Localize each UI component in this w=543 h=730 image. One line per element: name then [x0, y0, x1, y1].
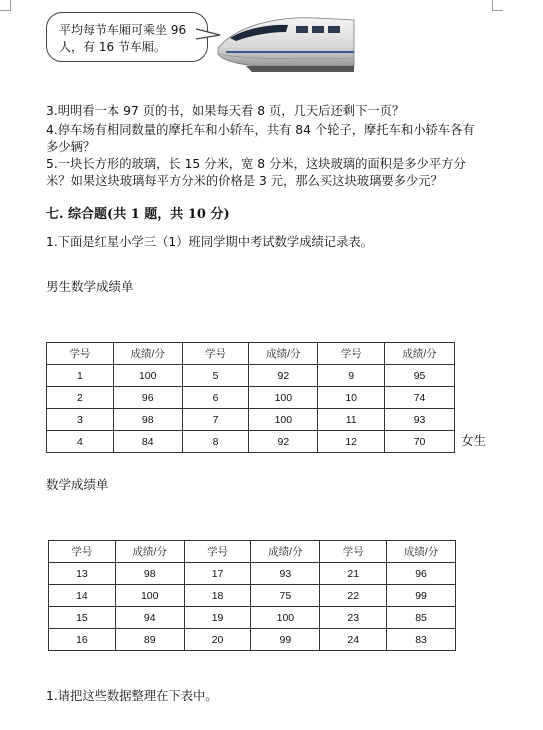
cell: 8: [182, 431, 249, 453]
cell: 75: [251, 585, 320, 607]
cell: 99: [251, 629, 320, 651]
cell: 22: [320, 585, 387, 607]
cell: 7: [182, 409, 249, 431]
table-row: [47, 409, 455, 431]
section-title: 七. 综合题(共 1 题，共 10 分): [46, 207, 230, 222]
header-id: 学号: [47, 343, 114, 365]
header-score: 成绩/分: [251, 541, 320, 563]
table-row: [49, 563, 456, 585]
cell: 23: [320, 607, 387, 629]
speech-bubble: [46, 12, 208, 62]
cell: 94: [115, 607, 184, 629]
header-id: 学号: [184, 541, 251, 563]
section-intro: 1.下面是红星小学三（1）班同学期中考试数学成绩记录表。: [46, 235, 373, 249]
cell: 100: [115, 585, 184, 607]
cell: 4: [47, 431, 114, 453]
cell: 92: [249, 365, 318, 387]
header-score: 成绩/分: [115, 541, 184, 563]
girls-table-title-part1: 女生: [461, 433, 487, 448]
final-instruction: 1.请把这些数据整理在下表中。: [46, 689, 218, 703]
cell: 11: [318, 409, 385, 431]
page-corner-mark: [492, 0, 503, 11]
cell: 98: [113, 409, 182, 431]
cell: 24: [320, 629, 387, 651]
table-row: [47, 365, 455, 387]
cell: 84: [113, 431, 182, 453]
cell: 96: [113, 387, 182, 409]
cell: 18: [184, 585, 251, 607]
cell: 95: [385, 365, 455, 387]
table-row: [49, 607, 456, 629]
cell: 70: [385, 431, 455, 453]
table-row: [49, 585, 456, 607]
cell: 100: [113, 365, 182, 387]
cell: 14: [49, 585, 116, 607]
cell: 93: [251, 563, 320, 585]
header-score: 成绩/分: [387, 541, 456, 563]
cell: 1: [47, 365, 114, 387]
question-3: 3.明明看一本 97 页的书，如果每天看 8 页，几天后还剩下一页？: [46, 104, 405, 118]
cell: 10: [318, 387, 385, 409]
table-header-row: [47, 343, 455, 365]
cell: 92: [249, 431, 318, 453]
header-id: 学号: [182, 343, 249, 365]
header-id: 学号: [320, 541, 387, 563]
page-corner-mark: [0, 0, 11, 11]
cell: 93: [385, 409, 455, 431]
header-score: 成绩/分: [113, 343, 182, 365]
bubble-line: 平均每节车厢可乘坐 96: [59, 23, 187, 37]
cell: 5: [182, 365, 249, 387]
table-row: [47, 387, 455, 409]
boys-table-title: 男生数学成绩单: [46, 279, 134, 294]
cell: 99: [387, 585, 456, 607]
cell: 12: [318, 431, 385, 453]
table-header-row: [49, 541, 456, 563]
girls-table-title-part2: 数学成绩单: [46, 477, 109, 492]
cell: 85: [387, 607, 456, 629]
cell: 100: [249, 387, 318, 409]
bubble-line: 人，有 16 节车厢。: [59, 40, 166, 54]
cell: 100: [249, 409, 318, 431]
cell: 9: [318, 365, 385, 387]
question-5-cont: 米？如果这块玻璃每平方分米的价格是 3 元，那么买这块玻璃要多少元？: [46, 174, 443, 188]
train-image: [216, 8, 356, 76]
cell: 96: [387, 563, 456, 585]
cell: 83: [387, 629, 456, 651]
cell: 21: [320, 563, 387, 585]
cell: 19: [184, 607, 251, 629]
question-4: 4.停车场有相同数量的摩托车和小轿车，共有 84 个轮子，摩托车和小轿车各有: [46, 123, 475, 137]
cell: 17: [184, 563, 251, 585]
cell: 100: [251, 607, 320, 629]
header-score: 成绩/分: [385, 343, 455, 365]
cell: 13: [49, 563, 116, 585]
girls-score-table: [48, 540, 456, 651]
cell: 2: [47, 387, 114, 409]
header-score: 成绩/分: [249, 343, 318, 365]
cell: 89: [115, 629, 184, 651]
question-5: 5.一块长方形的玻璃，长 15 分米，宽 8 分米，这块玻璃的面积是多少平方分: [46, 157, 466, 171]
cell: 98: [115, 563, 184, 585]
cell: 16: [49, 629, 116, 651]
cell: 15: [49, 607, 116, 629]
boys-score-table: [46, 342, 455, 453]
cell: 6: [182, 387, 249, 409]
header-id: 学号: [318, 343, 385, 365]
header-id: 学号: [49, 541, 116, 563]
table-row: [47, 431, 455, 453]
question-4-cont: 多少辆？: [46, 140, 96, 154]
cell: 3: [47, 409, 114, 431]
cell: 74: [385, 387, 455, 409]
cell: 20: [184, 629, 251, 651]
table-row: [49, 629, 456, 651]
